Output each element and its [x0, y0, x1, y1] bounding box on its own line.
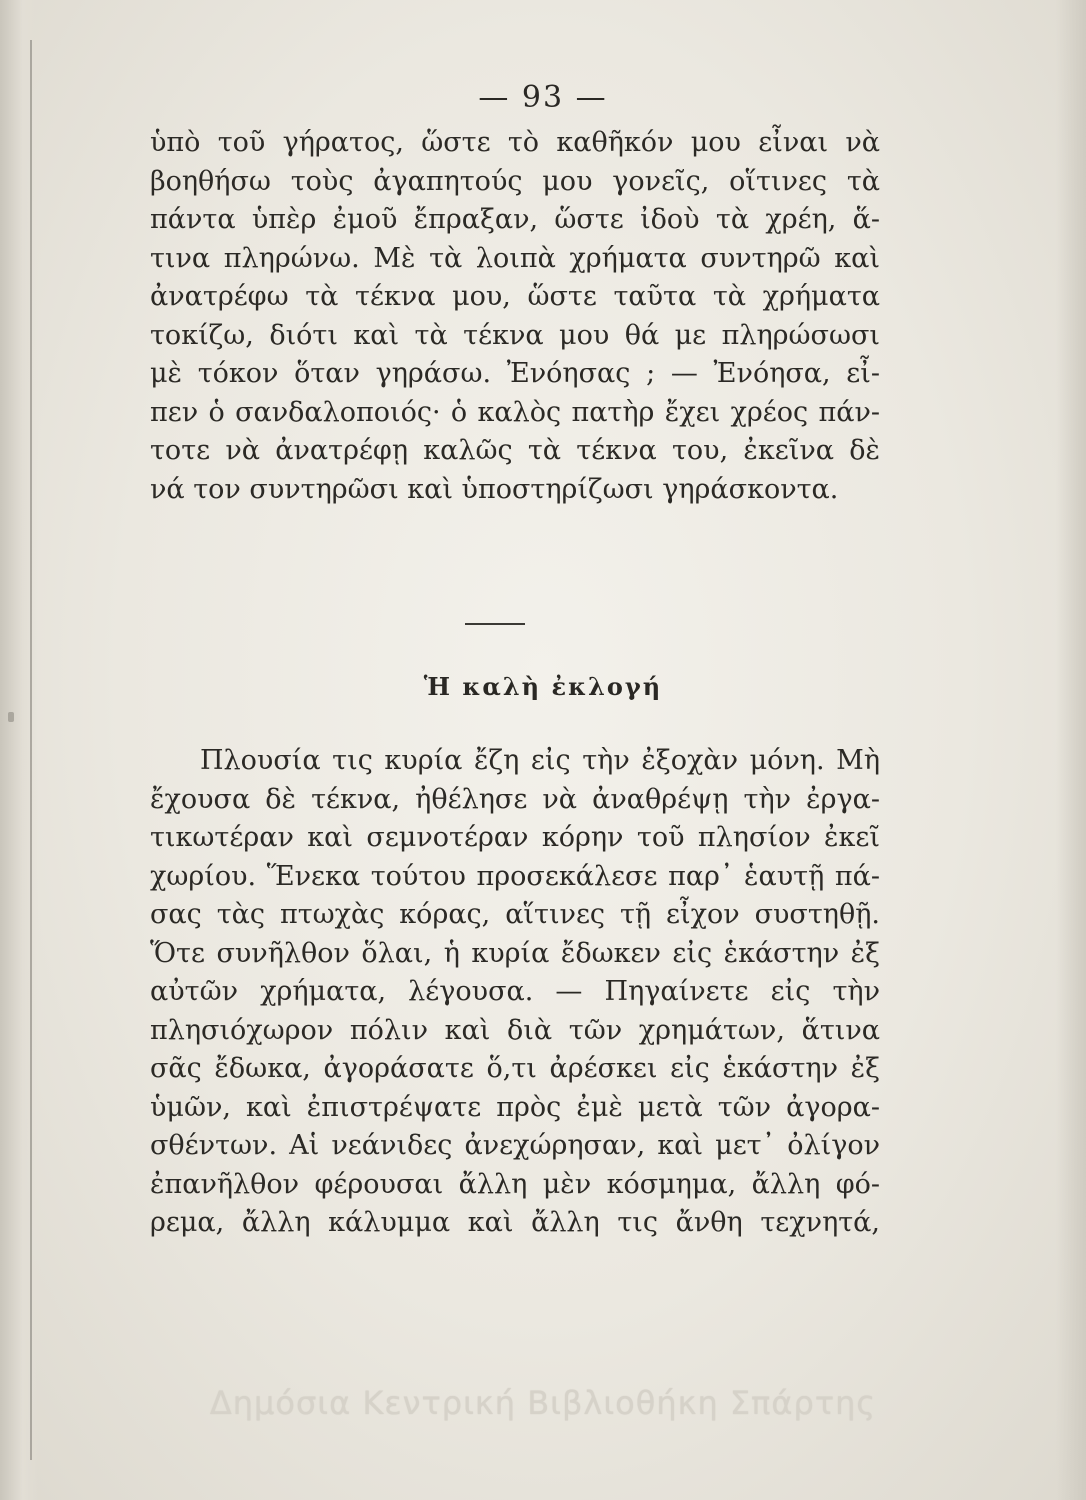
text-line: ὑμῶν, καὶ ἐπιστρέψατε πρὸς ἐμὲ μετὰ τῶν ἀγορα- — [150, 1091, 880, 1123]
text-line: τινα πληρώνω. Μὲ τὰ λοιπὰ χρήματα συντηρῶ καὶ — [150, 242, 880, 274]
text-line: πλησιόχωρον πόλιν καὶ διὰ τῶν χρημάτων, ἅτινα — [150, 1014, 880, 1046]
text-line: αὐτῶν χρήματα, λέγουσα. — Πηγαίνετε εἰς τὴν — [150, 976, 880, 1007]
text-line: ρεμα, ἄλλη κάλυμμα καὶ ἄλλη τις ἄνθη τεχνητά, — [150, 1207, 880, 1238]
text-line: ἐπανῆλθον φέρουσαι ἄλλη μὲν κόσμημα, ἄλλη φό- — [150, 1168, 880, 1200]
text-line: ἀνατρέφω τὰ τέκνα μου, ὥστε ταῦτα τὰ χρήματα — [150, 281, 880, 312]
text-line: βοηθήσω τοὺς ἀγαπητούς μου γονεῖς, οἵτινες τὰ — [150, 165, 880, 197]
text-line: ἔχουσα δὲ τέκνα, ἠθέλησε νὰ ἀναθρέψῃ τὴν ἐργα- — [150, 783, 880, 815]
text-line: νά τον συντηρῶσι καὶ ὑποστηρίζωσι γηράσκοντα. — [150, 473, 839, 505]
text-line: ὑπὸ τοῦ γήρατος, ὥστε τὸ καθῆκόν μου εἶναι νὰ — [150, 127, 880, 158]
text-line: πάντα ὑπὲρ ἐμοῦ ἔπραξαν, ὥστε ἰδοὺ τὰ χρέη, ἅ- — [150, 204, 880, 235]
section-separator — [465, 623, 525, 625]
text-line: χωρίου. Ἕνεκα τούτου προσεκάλεσε παρ᾽ ἑαυτῇ πά- — [150, 860, 880, 892]
text-line: σας τὰς πτωχὰς κόρας, αἵτινες τῇ εἶχον συστηθῇ. — [150, 899, 880, 930]
binding-line — [30, 40, 32, 1460]
page-number: — 93 — — [478, 80, 608, 115]
text-line: τοκίζω, διότι καὶ τὰ τέκνα μου θά με πληρώσωσι — [150, 319, 880, 351]
library-watermark: Δημόσια Κεντρική Βιβλιοθήκη Σπάρτης — [209, 1384, 877, 1422]
page-edge-shadow — [1056, 0, 1086, 1500]
text-line: σθέντων. Αἱ νεάνιδες ἀνεχώρησαν, καὶ μετ᾽ ὀλίγον — [150, 1130, 880, 1161]
text-line: τοτε νὰ ἀνατρέφῃ καλῶς τὰ τέκνα του, ἐκεῖνα δὲ — [150, 435, 880, 466]
margin-mark — [8, 712, 14, 722]
section-title: Ἡ καλὴ ἐκλογή — [423, 672, 663, 701]
text-line: Ὅτε συνῆλθον ὅλαι, ἡ κυρία ἔδωκεν εἰς ἑκάστην ἐξ — [150, 937, 880, 969]
paragraph-story — [150, 742, 880, 1243]
text-line: Πλουσία τις κυρία ἔζη εἰς τὴν ἐξοχὰν μόνη. Μὴ — [200, 745, 880, 776]
text-line: σᾶς ἔδωκα, ἀγοράσατε ὅ,τι ἀρέσκει εἰς ἑκάστην ἐξ — [150, 1053, 880, 1084]
text-line: πεν ὁ σανδαλοποιός· ὁ καλὸς πατὴρ ἔχει χρέος πάν- — [150, 396, 880, 428]
paragraph-continued — [150, 124, 880, 509]
text-line: τικωτέραν καὶ σεμνοτέραν κόρην τοῦ πλησίον ἐκεῖ — [150, 822, 880, 853]
binding-shadow — [0, 0, 38, 1500]
text-line: μὲ τόκον ὅταν γηράσω. Ἐνόησας ; — Ἐνόησα, εἶ- — [150, 358, 880, 389]
